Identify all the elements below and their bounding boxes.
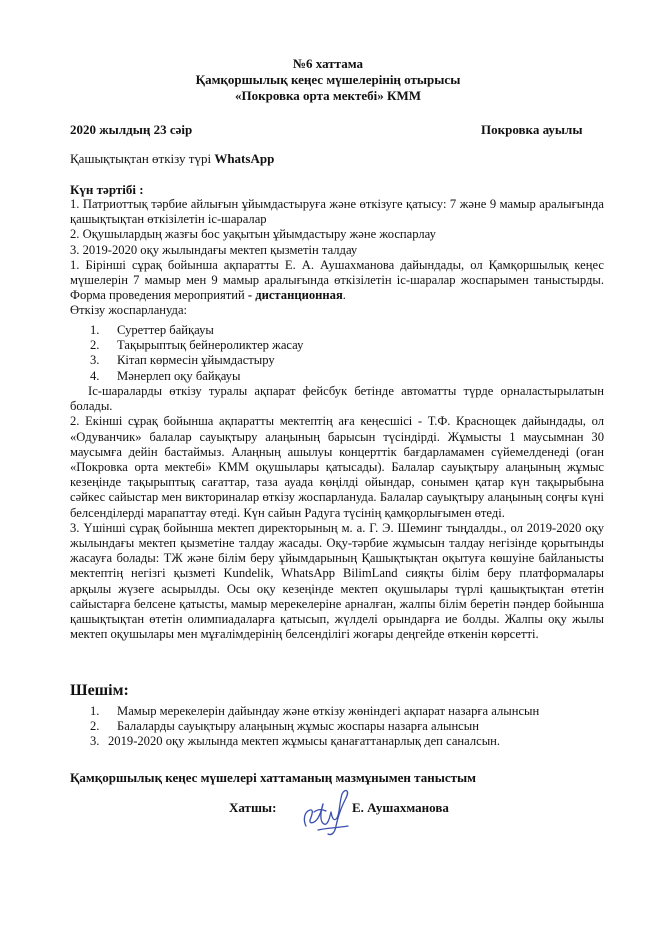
question-1-text: 1. Бірінші сұрақ бойынша ақпаратты Е. А. Аушахманова дайындады, ол Қамқоршылық кеңес мүшелерін 7 мамыр мен 9 мамыр аралығында өткізілетін іс-шаралар жоспарымен таныстырды. Форма проведения мероприятий - дистанционная. — [70, 257, 604, 303]
agenda-item: 2. Оқушылардың жазғы бос уақытын ұйымдастыру және жоспарлау — [70, 227, 436, 242]
meeting-format-label: Қашықтықтан өткізу түрі — [70, 151, 215, 166]
question-3-text: 3. Үшінші сұрақ бойынша мектеп директорының м. а. Г. Э. Шеминг тыңдалды., ол 2019-2020 оқу жылындағы мектеп қызметіне талдау жасады. Оқу-тәрбие жұмысын талдау негізінде қорытынды жасауға болады: ТЖ және білім беру ұйымдарының Қашықтықтан оқытуға көшуіне байланысты мектептің негізгі қызметі Kundelik, WhatsApp BilimLand сияқты білім беру платформалары арқылы жүзеге асырылды. Осы оқу кезеңінде мектеп оқушылары түрлі қашықтықтан өтетін сайыстарға белсене қатысты, мамыр мерекелеріне арналған, жалпы білім беретін пәндер бойынша қашықтықтан өтетін олимпиадаларға қатысып, жүлделі орындарға ие болды. Жалпы оқу жылы мектеп оқушылары мен мұғалімдерінің белсенділігі жоғары деңгейде өткенін көрсетті. — [70, 520, 604, 642]
body-text — [70, 384, 604, 642]
meeting-format — [70, 151, 274, 166]
meeting-place: Покровка ауылы — [481, 122, 583, 137]
agenda-item: 3. 2019-2020 оқу жылындағы мектеп қызметін талдау — [70, 242, 358, 257]
secretary-name: Е. Аушахманова — [352, 800, 449, 815]
protocol-number: №6 хаттама — [292, 56, 363, 71]
list-item: 4. Мәнерлеп оқу байқауы — [90, 368, 241, 383]
decision-list — [70, 704, 604, 750]
agenda-title: Күн тәртібі : — [70, 182, 144, 197]
secretary-label: Хатшы: — [229, 800, 277, 815]
question-1-note: Іс-шараларды өткізу туралы ақпарат фейсбук бетінде автоматты түрде орналастырылатын болады. — [70, 384, 604, 414]
list-item: 2. Балаларды сауықтыру алаңының жұмыс жоспары назарға алынсын — [90, 719, 479, 734]
meeting-format-value: WhatsApp — [214, 151, 275, 166]
plan-list — [70, 323, 604, 384]
school-name: «Покровка орта мектебі» КММ — [234, 88, 422, 103]
decision-title: Шешім: — [70, 682, 129, 699]
meeting-date: 2020 жылдың 23 сәір — [70, 122, 193, 137]
agenda-list — [70, 197, 604, 319]
list-item: 2. Тақырыптық бейнероликтер жасау — [90, 338, 304, 353]
question-2-text: 2. Екінші сұрақ бойынша ақпаратты мектептің аға кеңесшісі - Т.Ф. Краснощек дайындады, ол «Одуванчик» балалар сауықтыру алаңының барысын түсіндірді. Жұмысты 1 маусымнан 30 маусымға дейін бастаймыз. Алаңның ашылуы концерттік бағдарламамен сүйемелденеді (оған «Покровка орта мектебі» КММ оқушылары қатысады). Балалар сауықтыру алаңының жұмыс кезеңінде тақырыптық сағаттар, таза ауада көңілді ойындар, сонымен қатар күн тақырыбына сәйкес сайыстар мен викториналар өткізу жоспарлануда. Балалар сауықтыру алаңының соңғы күні белсенділерді марапаттау өтеді. Күн сайын Радуга түсінің қамқорлығымен өтеді. — [70, 414, 604, 520]
list-item: 1. Мамыр мерекелерін дайындау және өткізу жөніндегі ақпарат назарға алынсын — [90, 704, 540, 718]
format-bold: - дистанционная — [247, 288, 343, 303]
list-item: 3. 2019-2020 оқу жылында мектеп жұмысы қанағаттанарлық деп саналсын. — [90, 734, 501, 749]
signature-image — [298, 782, 356, 840]
list-item: 3. Кітап көрмесін ұйымдастыру — [90, 353, 275, 368]
acquaintance-note: Қамқоршылық кеңес мүшелері хаттаманың мазмұнымен таныстым — [70, 770, 477, 785]
agenda-item: 1. Патриоттық тәрбие айлығын ұйымдастыруға және өткізуге қатысу: 7 және 9 мамыр аралығында қашықтықтан өткізілетін іс-шаралар — [70, 197, 604, 227]
meeting-title: Қамқоршылық кеңес мүшелерінің отырысы — [195, 72, 461, 87]
plan-title: Өткізу жоспарлануда: — [70, 303, 188, 318]
list-item: 1. Суреттер байқауы — [90, 323, 214, 337]
